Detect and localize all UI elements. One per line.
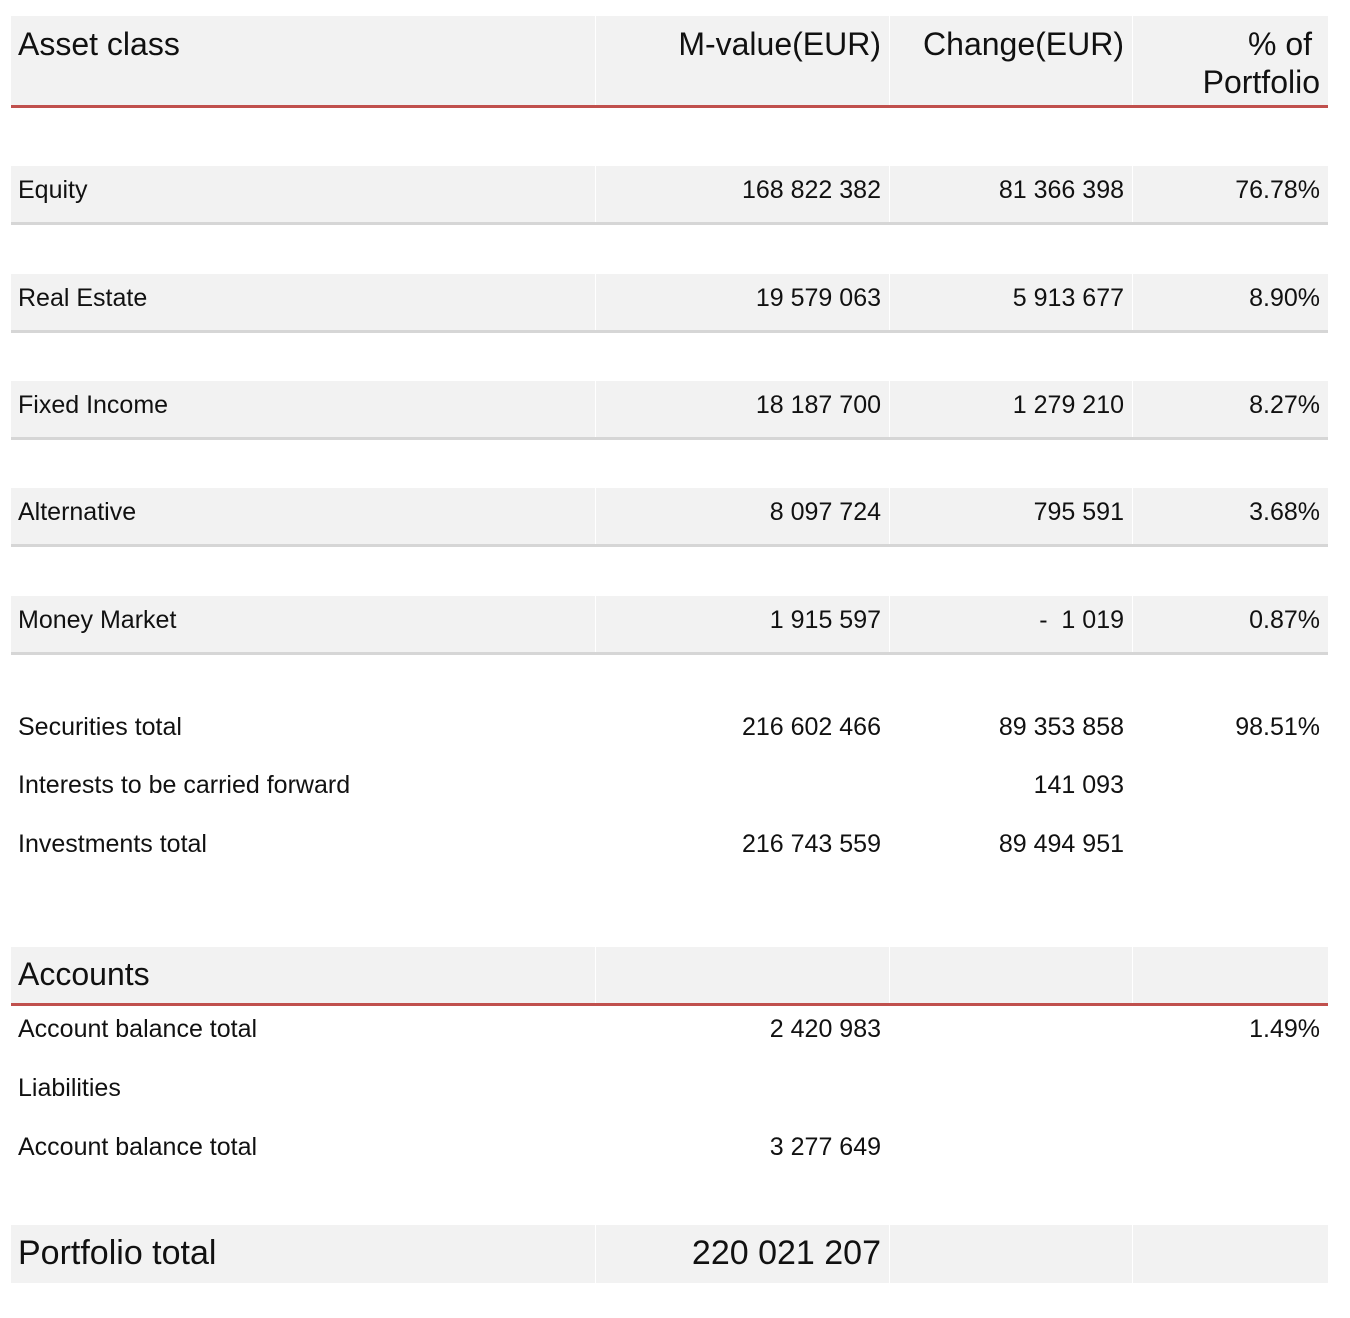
asset-pct: 0.87% [1249,606,1320,634]
header-divider [11,105,1328,108]
asset-m-value: 18 187 700 [755,391,881,419]
asset-name: Equity [18,176,88,204]
liabilities-row [11,1069,1328,1109]
liabilities-balance-label: Account balance total [18,1133,258,1161]
liabilities-balance-row [11,1128,1328,1168]
investments-total-change: 89 494 951 [998,830,1124,858]
investments-total-m-value: 216 743 559 [741,830,881,858]
table-row [11,274,1328,330]
asset-change: - 1 019 [1039,606,1124,634]
portfolio-total-row [11,1225,1328,1283]
header-asset-class: Asset class [18,26,180,62]
table-row [11,488,1328,544]
asset-change: 81 366 398 [998,176,1124,204]
asset-m-value: 1 915 597 [769,606,881,634]
account-balance-m-value: 2 420 983 [769,1015,881,1043]
portfolio-total-label: Portfolio total [18,1234,217,1272]
table-row [11,166,1328,222]
table-row [11,596,1328,652]
header-m-value: M-value(EUR) [678,26,881,62]
header-change: Change(EUR) [923,26,1124,62]
interests-row [11,766,1328,806]
asset-change: 1 279 210 [1012,391,1124,419]
asset-pct: 8.27% [1249,391,1320,419]
table-row [11,381,1328,437]
row-divider [11,437,1328,440]
asset-name: Money Market [18,606,177,634]
portfolio-total-m-value: 220 021 207 [691,1234,881,1272]
asset-name: Fixed Income [18,391,169,419]
liabilities-label: Liabilities [18,1074,121,1102]
securities-total-pct: 98.51% [1235,713,1320,741]
asset-pct: 3.68% [1249,498,1320,526]
interests-label: Interests to be carried forward [18,771,351,799]
accounts-divider [11,1003,1328,1006]
asset-name: Alternative [18,498,137,526]
account-balance-pct: 1.49% [1249,1015,1320,1043]
row-divider [11,222,1328,225]
asset-pct: 8.90% [1249,284,1320,312]
row-divider [11,330,1328,333]
asset-change: 5 913 677 [1012,284,1124,312]
liabilities-balance-m-value: 3 277 649 [769,1133,881,1161]
accounts-title: Accounts [18,956,150,992]
securities-total-m-value: 216 602 466 [741,713,881,741]
asset-m-value: 8 097 724 [769,498,881,526]
asset-m-value: 19 579 063 [755,284,881,312]
account-balance-row [11,1010,1328,1050]
asset-m-value: 168 822 382 [741,176,881,204]
investments-total-label: Investments total [18,830,207,858]
investments-total-row [11,825,1328,865]
asset-pct: 76.78% [1235,176,1320,204]
asset-name: Real Estate [18,284,148,312]
table-header [11,16,1328,105]
header-pct-line1: % of [1247,26,1312,62]
securities-total-label: Securities total [18,713,182,741]
header-pct-line2: Portfolio [1202,64,1320,100]
interests-change: 141 093 [1033,771,1124,799]
asset-change: 795 591 [1033,498,1124,526]
accounts-header [11,947,1328,1003]
row-divider [11,652,1328,655]
securities-total-row [11,708,1328,748]
account-balance-label: Account balance total [18,1015,258,1043]
row-divider [11,544,1328,547]
securities-total-change: 89 353 858 [998,713,1124,741]
